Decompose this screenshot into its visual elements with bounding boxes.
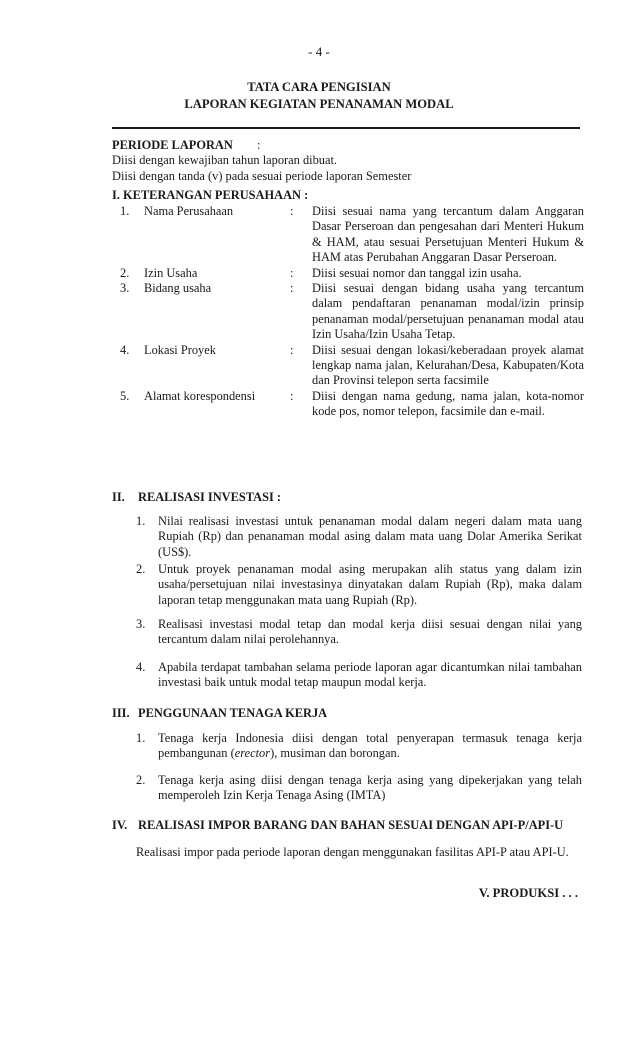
item-description: Diisi dengan nama gedung, nama jalan, kota-nomor kode pos, nomor telepon, facsimile dan e-mail. bbox=[312, 388, 584, 419]
section2-title: REALISASI INVESTASI : bbox=[138, 490, 281, 504]
next-page-catchword: V. PRODUKSI . . . bbox=[478, 886, 578, 900]
section2-heading bbox=[112, 490, 281, 505]
item-text-part: Tenaga kerja Indonesia diisi dengan total penyerapan termasuk tenaga kerja pembangunan ( bbox=[158, 731, 582, 761]
item-number: 1. bbox=[136, 731, 146, 745]
section4-text: Realisasi impor pada periode laporan dengan menggunakan fasilitas API-P atau API-U. bbox=[136, 845, 569, 859]
item-number: 1. bbox=[136, 514, 146, 528]
item-number: 2. bbox=[136, 773, 146, 787]
section2-item-row bbox=[136, 562, 582, 608]
section3-numeral: III. bbox=[112, 706, 130, 720]
section1-item bbox=[112, 204, 584, 266]
section4-numeral: IV. bbox=[112, 818, 128, 832]
periode-heading-line bbox=[112, 138, 582, 153]
section3-item bbox=[136, 731, 582, 762]
item-colon: : bbox=[290, 204, 294, 218]
item-label: Nama Perusahaan bbox=[144, 204, 234, 218]
item-label: Bidang usaha bbox=[144, 281, 212, 296]
section1-item bbox=[112, 343, 584, 389]
item-text: Untuk proyek penanaman modal asing merupakan alih status yang dalam izin usaha/persetujuan nilai investasinya dinyatakan dalam Rupiah (Rp), maka dalam laporan tetap menggunakan mata uang Rupiah (Rp). bbox=[158, 562, 582, 607]
item-number: 3. bbox=[120, 281, 130, 296]
item-text-part: ), musiman dan borongan. bbox=[270, 746, 400, 761]
section2-item bbox=[136, 617, 582, 648]
item-description: Diisi sesuai dengan lokasi/keberadaan proyek alamat lengkap nama jalan, Kelurahan/Desa, Kabupaten/Kota dan Provinsi telepon serta facsimile bbox=[312, 342, 584, 388]
section3-heading bbox=[112, 706, 327, 721]
document-title-line2: LAPORAN KEGIATAN PENANAMAN MODAL bbox=[184, 97, 454, 111]
section1-list bbox=[112, 204, 584, 420]
section1-item bbox=[112, 389, 584, 420]
section3-item-row bbox=[136, 731, 582, 762]
item-number: 3. bbox=[136, 617, 146, 631]
item-text: Tenaga kerja asing diisi dengan tenaga kerja asing yang dipekerjakan yang telah memperoleh Izin Kerja Tenaga Asing (IMTA) bbox=[158, 773, 582, 803]
item-text: Apabila terdapat tambahan selama periode laporan agar dicantumkan nilai tambahan investasi baik untuk modal tetap maupun modal kerja. bbox=[158, 660, 582, 690]
item-text-italic: erector bbox=[234, 746, 271, 761]
section4-title: REALISASI IMPOR BARANG DAN BAHAN SESUAI DENGAN API-P/API-U bbox=[138, 818, 564, 832]
item-label: Izin Usaha bbox=[144, 265, 198, 280]
item-text bbox=[158, 731, 582, 762]
item-number: 2. bbox=[136, 562, 146, 576]
item-text: Realisasi investasi modal tetap dan modal kerja diisi sesuai dengan nilai yang tercantum dalam nilai perolehannya. bbox=[158, 617, 582, 647]
section4-heading bbox=[112, 818, 563, 833]
item-label: Alamat korespondensi bbox=[144, 388, 256, 403]
section2-item-row bbox=[136, 660, 582, 691]
item-colon: : bbox=[290, 342, 294, 357]
section2-item bbox=[136, 514, 582, 560]
item-colon: : bbox=[290, 281, 294, 296]
item-description: Diisi sesuai nama yang tercantum dalam Anggaran Dasar Perseroan dan pengesahan dari Menteri Hukum & HAM, atau sesuai Persetujuan Menteri Hukum & HAM atas Perubahan Anggaran Dasar Perseroan. bbox=[312, 204, 584, 265]
section1-heading: I. KETERANGAN PERUSAHAAN : bbox=[112, 188, 309, 202]
item-description: Diisi sesuai nomor dan tanggal izin usaha. bbox=[312, 265, 522, 280]
section3-item bbox=[136, 773, 582, 804]
section3-item-row bbox=[136, 773, 582, 804]
item-colon: : bbox=[290, 388, 294, 403]
item-number: 5. bbox=[120, 388, 130, 403]
section1-item bbox=[112, 266, 584, 281]
periode-label: PERIODE LAPORAN bbox=[112, 138, 233, 152]
section3-title: PENGGUNAAN TENAGA KERJA bbox=[138, 706, 328, 720]
periode-line1: Diisi dengan kewajiban tahun laporan dibuat. bbox=[112, 153, 338, 168]
item-text: Nilai realisasi investasi untuk penanaman modal dalam negeri dalam mata uang Rupiah (Rp) dan penanaman modal asing dalam mata uang Dolar Amerika Serikat (US$). bbox=[158, 514, 582, 559]
title-divider bbox=[112, 127, 580, 129]
item-number: 1. bbox=[120, 204, 130, 218]
item-number: 4. bbox=[120, 342, 130, 357]
section2-item-row bbox=[136, 514, 582, 560]
section2-item bbox=[136, 562, 582, 608]
item-colon: : bbox=[290, 265, 294, 280]
page-number: - 4 - bbox=[308, 44, 330, 59]
periode-line2: Diisi dengan tanda (v) pada sesuai periode laporan Semester bbox=[112, 168, 412, 183]
item-number: 4. bbox=[136, 660, 146, 674]
section2-item bbox=[136, 660, 582, 691]
section2-numeral: II. bbox=[112, 490, 125, 504]
periode-colon: : bbox=[257, 138, 261, 152]
periode-section bbox=[112, 138, 582, 184]
document-title-line1: TATA CARA PENGISIAN bbox=[247, 80, 391, 94]
item-label: Lokasi Proyek bbox=[144, 342, 216, 357]
section2-item-row bbox=[136, 617, 582, 648]
item-number: 2. bbox=[120, 265, 130, 280]
section1-item bbox=[112, 281, 584, 343]
item-description: Diisi sesuai dengan bidang usaha yang tercantum dalam pendaftaran penanaman modal/izin prinsip penanaman modal/persetujuan penanaman modal atau Izin Usaha/Izin Usaha Tetap. bbox=[312, 281, 584, 342]
